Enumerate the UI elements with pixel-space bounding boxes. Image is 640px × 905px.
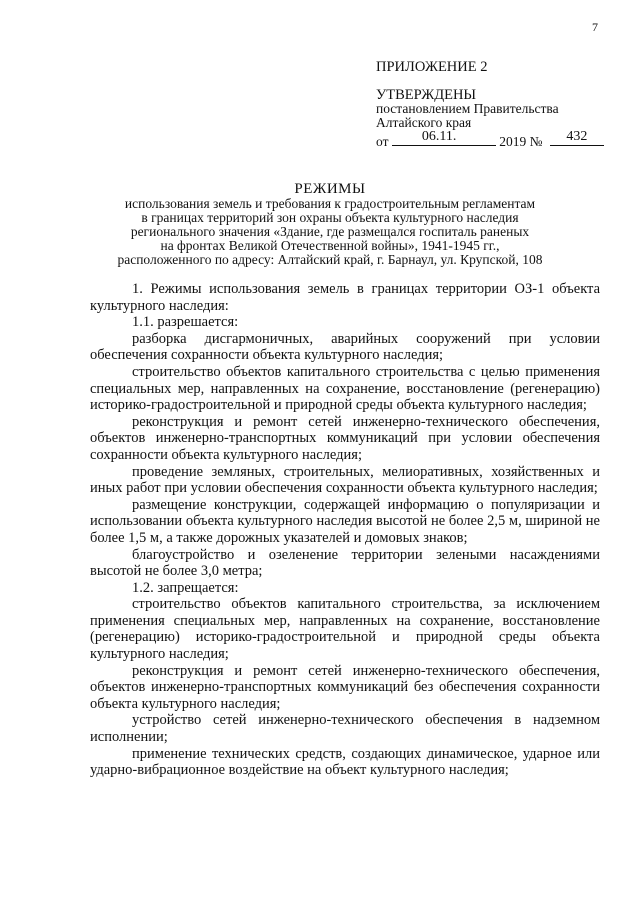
paragraph: реконструкция и ремонт сетей инженерно-технического обеспечения, объектов инженерно-транспортных коммуникаций при условии обеспечения сохранности объекта культурного наследия;: [90, 413, 600, 463]
document-title: РЕЖИМЫ: [294, 181, 366, 197]
approval-line-2: Алтайского края: [376, 115, 472, 130]
paragraph: разборка дисгармоничных, аварийных сооружений при условии обеспечения сохранности объекта культурного наследия;: [90, 330, 600, 364]
paragraph: строительство объектов капитального строительства, за исключением применения специальных мер, направленных на сохранение, восстановление (регенерацию) историко-градостроительной и природной среды объекта культурного наследия;: [90, 596, 600, 663]
approved-label: УТВЕРЖДЕНЫ: [376, 87, 477, 103]
title-line-2: в границах территорий зон охраны объекта культурного наследия: [141, 210, 519, 225]
page-number: 7: [592, 20, 598, 34]
date-blank: [392, 129, 496, 146]
number-blank: [550, 129, 604, 146]
title-line-1: использования земель и требования к градостроительным регламентам: [124, 196, 536, 211]
paragraph: применение технических средств, создающих динамическое, ударное или ударно-вибрационное воздействие на объект культурного наследия;: [90, 745, 600, 779]
handwritten-date: 06.11.: [421, 129, 457, 144]
title-line-4: на фронтах Великой Отечественной войны», 1941-1945 гг.,: [160, 238, 500, 253]
paragraph: благоустройство и озеленение территории зелеными насаждениями высотой не более 3,0 метра;: [90, 546, 600, 580]
appendix-label: ПРИЛОЖЕНИЕ 2: [376, 59, 488, 75]
approval-stamp-block: [376, 60, 616, 149]
paragraph: устройство сетей инженерно-технического обеспечения в надземном исполнении;: [90, 712, 600, 746]
subsection-1-1-heading: 1.1. разрешается:: [132, 314, 239, 331]
approval-line-1: постановлением Правительства: [376, 101, 559, 116]
document-title-block: [80, 182, 580, 267]
paragraph: строительство объектов капитального строительства с целью применения специальных мер, направленных на сохранение, восстановление (регенерацию) историко-градостроительной и природной среды объекта культурного наследия;: [90, 363, 600, 414]
section-1-heading: 1. Режимы использования земель в границах территории ОЗ-1 объекта культурного наследия:: [90, 281, 600, 314]
year-number-label: 2019 №: [499, 134, 543, 149]
approval-date-line: [376, 129, 616, 149]
title-line-3: регионального значения «Здание, где размещался госпиталь раненых: [130, 224, 530, 239]
paragraph: размещение конструкции, содержащей информацию о популяризации и использовании объекта культурного наследия высотой не более 2,5 м, шириной не более 1,5 м, а также дорожных указателей и домовых знаков;: [90, 496, 600, 546]
paragraph: проведение земляных, строительных, мелиоративных, хозяйственных и иных работ при условии обеспечения сохранности объекта культурного наследия;: [90, 463, 600, 497]
document-body: [90, 281, 600, 779]
handwritten-number: 432: [566, 129, 588, 144]
paragraph: реконструкция и ремонт сетей инженерно-технического обеспечения, объектов инженерно-транспортных коммуникаций без обеспечения сохранности объекта культурного наследия;: [90, 662, 600, 712]
subsection-1-2-heading: 1.2. запрещается:: [132, 579, 239, 596]
title-line-5: расположенного по адресу: Алтайский край, г. Барнаул, ул. Крупской, 108: [117, 252, 543, 267]
from-label: от: [376, 134, 389, 149]
